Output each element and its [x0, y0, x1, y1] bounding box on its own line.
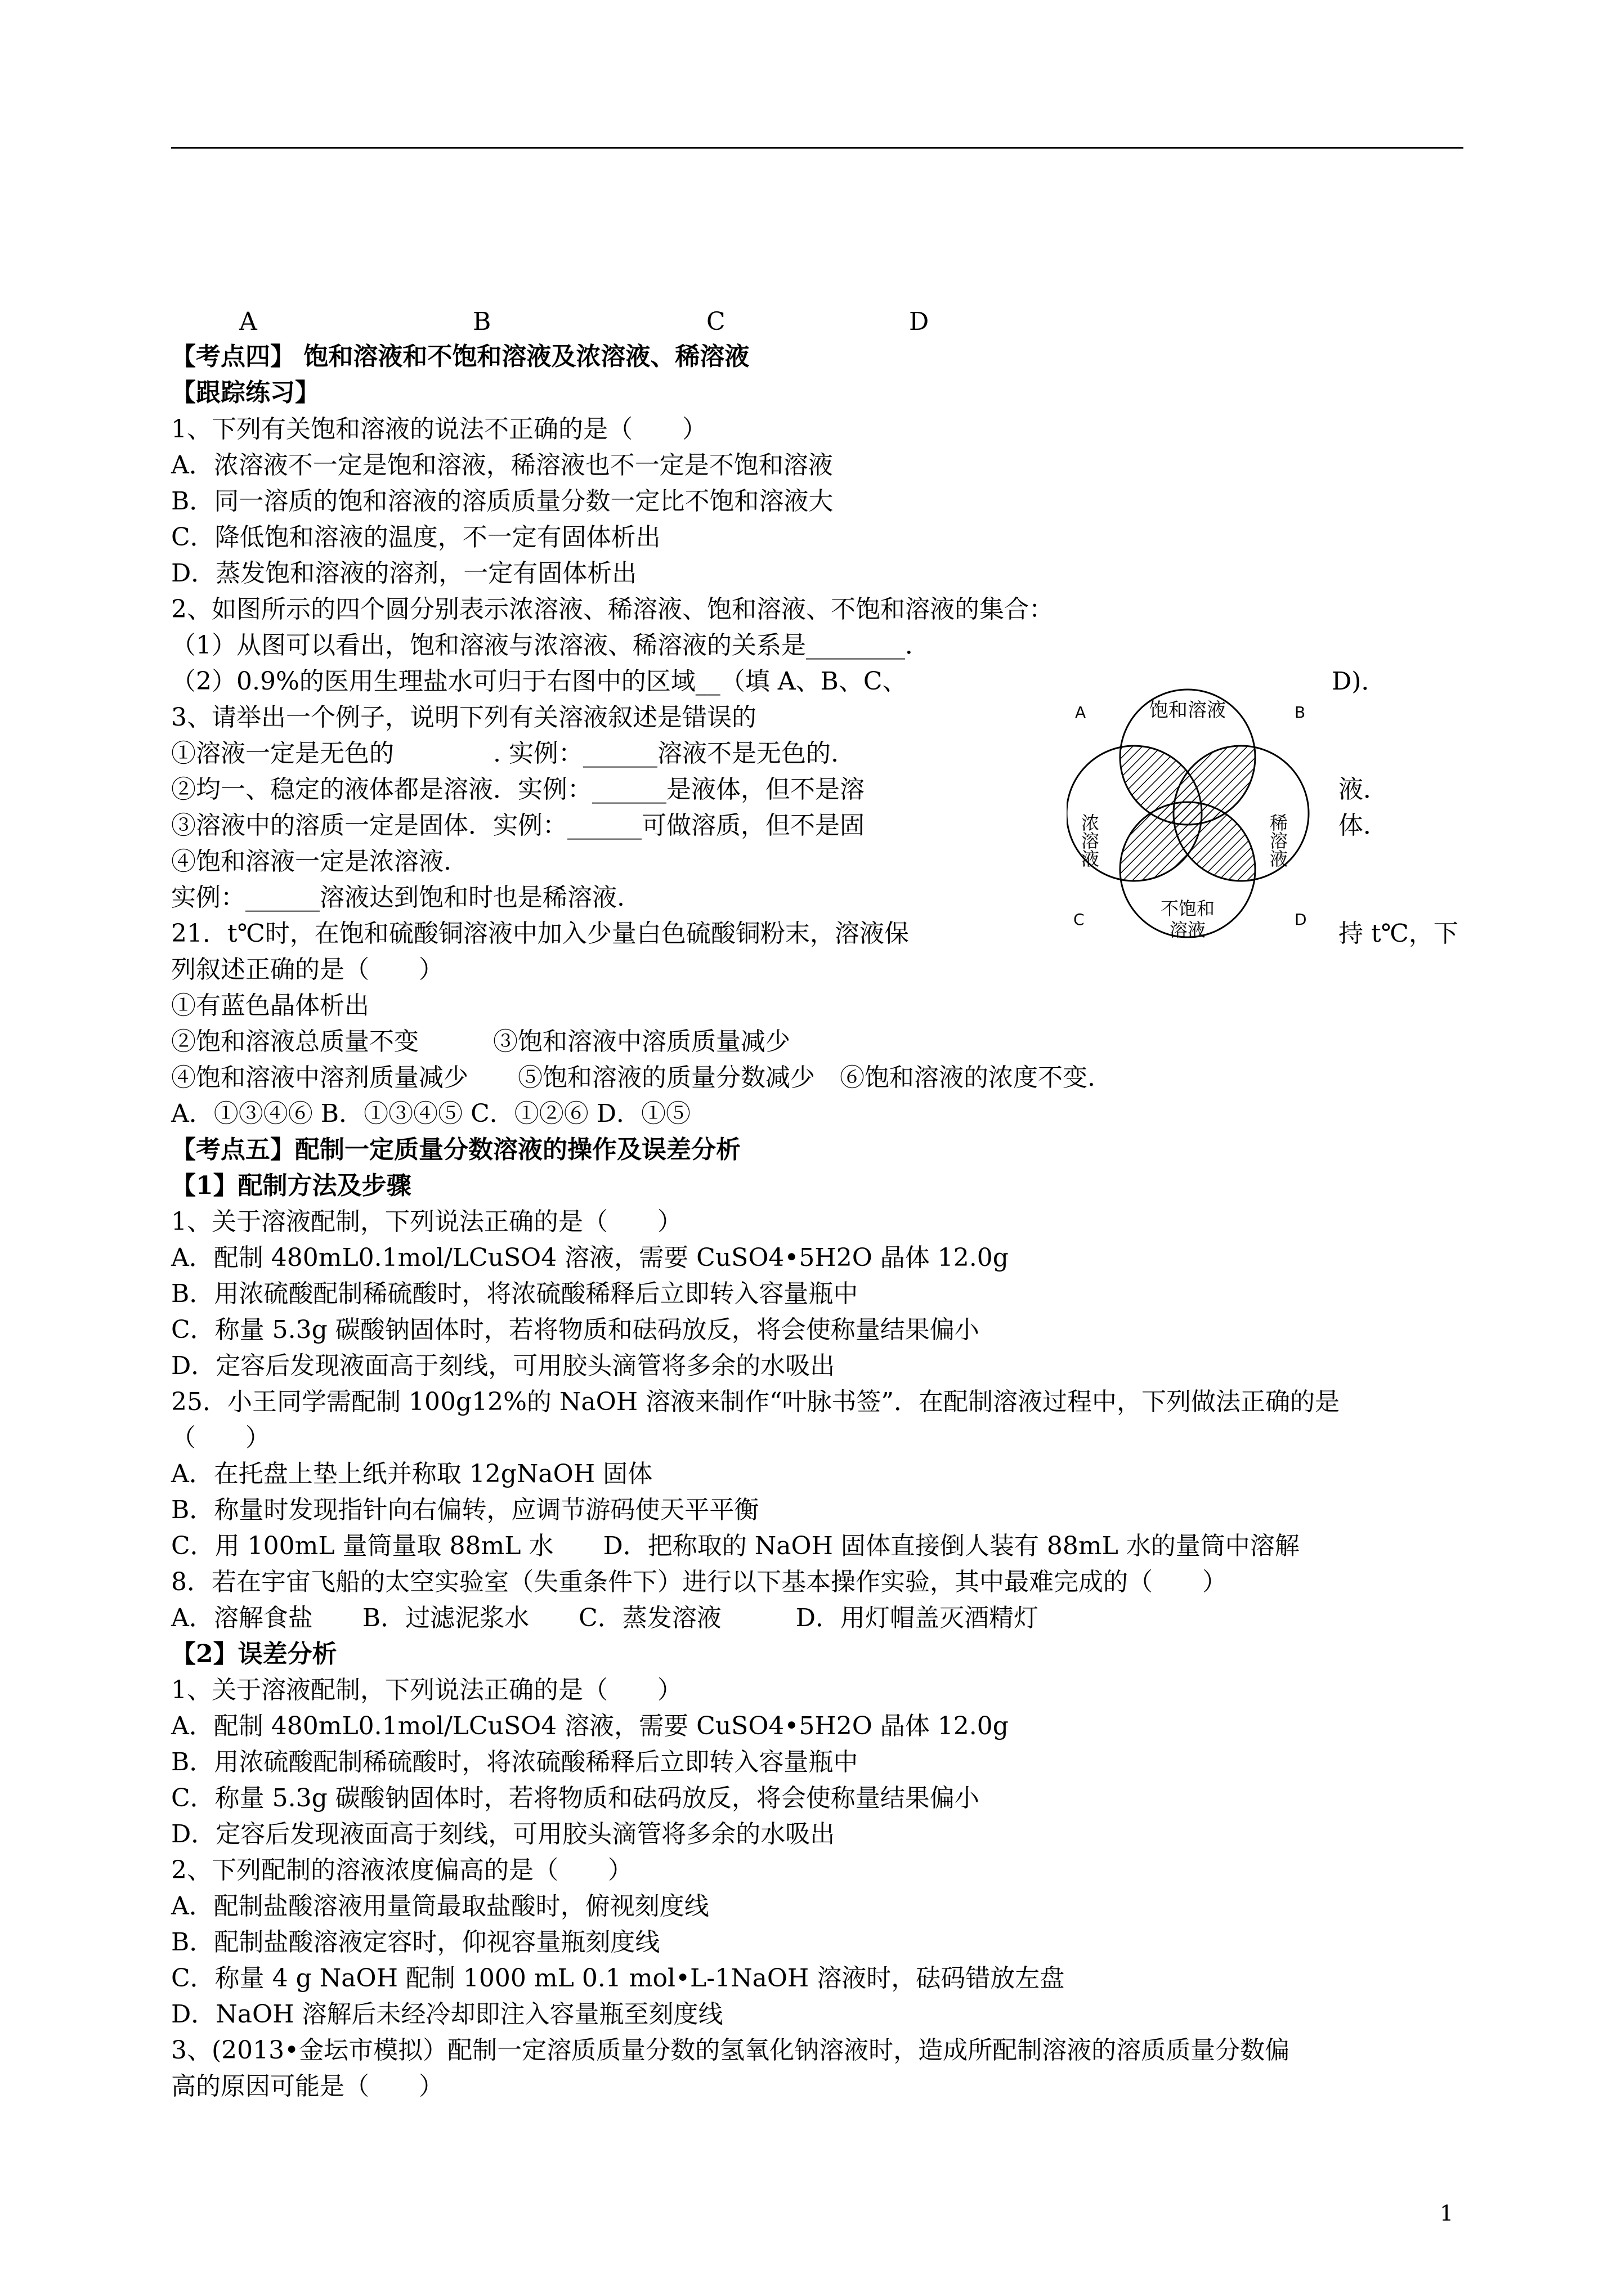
question-text-tail: 持 t℃，下: [1338, 919, 1458, 948]
answer-option: C．称量 5.3g 碳酸钠固体时，若将物质和砝码放反，将会使称量结果偏小: [171, 1315, 979, 1344]
question-text: 1、下列有关饱和溶液的说法不正确的是（ ）: [171, 415, 707, 444]
question-text: 列叙述正确的是（ ）: [171, 955, 444, 984]
question-text: 2、如图所示的四个圆分别表示浓溶液、稀溶液、饱和溶液、不饱和溶液的集合：: [171, 595, 1054, 624]
subsection-heading: 【跟踪练习】: [171, 378, 320, 407]
question-text: 3、(2013•金坛市模拟）配制一定溶质质量分数的氢氧化钠溶液时，造成所配制溶液的溶质质量分数偏: [171, 2036, 1290, 2065]
venn-corner-c: C: [1073, 910, 1085, 929]
answer-option: C．称量 5.3g 碳酸钠固体时，若将物质和砝码放反，将会使称量结果偏小: [171, 1784, 979, 1812]
venn-label-dilute: 稀溶液: [1267, 813, 1288, 867]
venn-label-concentrated: 浓溶液: [1078, 813, 1100, 867]
option-a-label: A: [239, 307, 257, 336]
answer-option: C．用 100mL 量筒量取 88mL 水 D．把称取的 NaOH 固体直接倒人装有 88mL 水的量筒中溶解: [171, 1532, 1300, 1560]
question-text: ③溶液中的溶质一定是固体．实例：______可做溶质，但不是固: [171, 811, 865, 840]
question-text: ①有蓝色晶体析出: [171, 991, 369, 1020]
answer-option: A．溶解食盐 B．过滤泥浆水 C．蒸发溶液 D．用灯帽盖灭酒精灯: [171, 1604, 1039, 1632]
venn-label-saturated: 饱和溶液: [1149, 699, 1226, 722]
page-number: 1: [1440, 2201, 1454, 2226]
header-rule: [171, 147, 1463, 149]
question-text: 1、关于溶液配制，下列说法正确的是（ ）: [171, 1207, 682, 1236]
question-text: （2）0.9%的医用生理盐水可归于右图中的区域__（填 A、B、C、: [171, 667, 907, 696]
answer-option: C．降低饱和溶液的温度，不一定有固体析出: [171, 523, 661, 552]
question-text: 3、请举出一个例子，说明下列有关溶液叙述是错误的: [171, 703, 756, 732]
answer-option: A．配制 480mL0.1mol/LCuSO4 溶液，需要 CuSO4•5H2O 晶体 12.0g: [171, 1712, 1009, 1740]
option-d-label: D: [909, 307, 929, 336]
question-text: ①溶液一定是无色的 . 实例：______溶液不是无色的.: [171, 739, 839, 768]
question-text: 高的原因可能是（ ）: [171, 2072, 444, 2101]
question-text: ②均一、稳定的液体都是溶液．实例：______是液体，但不是溶: [171, 775, 865, 804]
question-text: 2、下列配制的溶液浓度偏高的是（ ）: [171, 1856, 633, 1885]
venn-label-unsaturated-2: 溶液: [1169, 919, 1206, 941]
answer-option: B．同一溶质的饱和溶液的溶质质量分数一定比不饱和溶液大: [171, 487, 834, 516]
answer-option: C．称量 4 g NaOH 配制 1000 mL 0.1 mol•L-1NaOH 溶液时，砝码错放左盘: [171, 1964, 1065, 1993]
answer-option: A．配制盐酸溶液用量筒最取盐酸时，俯视刻度线: [171, 1892, 709, 1921]
section-heading-4: 【考点四】 饱和溶液和不饱和溶液及浓溶液、稀溶液: [171, 342, 750, 371]
answer-option: B．用浓硫酸配制稀硫酸时，将浓硫酸稀释后立即转入容量瓶中: [171, 1279, 858, 1308]
answer-option: B．配制盐酸溶液定容时，仰视容量瓶刻度线: [171, 1928, 660, 1957]
answer-option: D．蒸发饱和溶液的溶剂，一定有固体析出: [171, 559, 637, 588]
question-text: 8．若在宇宙飞船的太空实验室（失重条件下）进行以下基本操作实验，其中最难完成的（ ）: [171, 1568, 1227, 1596]
venn-diagram: [1067, 678, 1314, 948]
question-text: ④饱和溶液中溶剂质量减少 ⑤饱和溶液的质量分数减少 ⑥饱和溶液的浓度不变.: [171, 1063, 1095, 1092]
question-text-tail: 液．: [1338, 775, 1388, 804]
question-text: （1）从图可以看出，饱和溶液与浓溶液、稀溶液的关系是________．: [171, 631, 930, 660]
answer-option: A．配制 480mL0.1mol/LCuSO4 溶液，需要 CuSO4•5H2O 晶体 12.0g: [171, 1243, 1009, 1272]
answer-option: D．定容后发现液面高于刻线，可用胶头滴管将多余的水吸出: [171, 1351, 835, 1380]
question-text: ④饱和溶液一定是浓溶液.: [171, 847, 451, 876]
option-c-label: C: [706, 307, 726, 336]
answer-option: A．在托盘上垫上纸并称取 12gNaOH 固体: [171, 1460, 653, 1488]
answer-option: B．称量时发现指针向右偏转，应调节游码使天平平衡: [171, 1496, 759, 1524]
answer-option: D．NaOH 溶解后未经冷却即注入容量瓶至刻度线: [171, 2000, 723, 2029]
subsection-heading: 【1】配制方法及步骤: [171, 1171, 411, 1200]
venn-corner-b: B: [1295, 703, 1306, 722]
section-heading-5: 【考点五】配制一定质量分数溶液的操作及误差分析: [171, 1135, 741, 1164]
subsection-heading: 【2】误差分析: [171, 1640, 337, 1668]
answer-option: B．用浓硫酸配制稀硫酸时，将浓硫酸稀释后立即转入容量瓶中: [171, 1748, 858, 1776]
venn-corner-a: A: [1075, 703, 1086, 722]
question-text-tail: 体．: [1338, 811, 1388, 840]
question-text-tail: D)．: [1332, 667, 1386, 696]
question-text: （ ）: [171, 1424, 270, 1452]
answer-option: A．①③④⑥ B．①③④⑤ C．①②⑥ D．①⑤: [171, 1099, 691, 1128]
question-text: 实例：______溶液达到饱和时也是稀溶液.: [171, 883, 625, 912]
venn-corner-d: D: [1295, 910, 1307, 929]
question-text: 1、关于溶液配制，下列说法正确的是（ ）: [171, 1676, 682, 1704]
question-text: ②饱和溶液总质量不变 ③饱和溶液中溶质质量减少: [171, 1027, 790, 1056]
option-b-label: B: [473, 307, 491, 336]
question-text: 21．t℃时，在饱和硫酸铜溶液中加入少量白色硫酸铜粉末，溶液保: [171, 919, 909, 948]
answer-option: A．浓溶液不一定是饱和溶液，稀溶液也不一定是不饱和溶液: [171, 451, 833, 480]
question-text: 25．小王同学需配制 100g12%的 NaOH 溶液来制作“叶脉书签”．在配制溶液过程中，下列做法正确的是: [171, 1388, 1340, 1416]
answer-option: D．定容后发现液面高于刻线，可用胶头滴管将多余的水吸出: [171, 1820, 835, 1849]
venn-label-unsaturated-1: 不饱和: [1160, 898, 1215, 919]
